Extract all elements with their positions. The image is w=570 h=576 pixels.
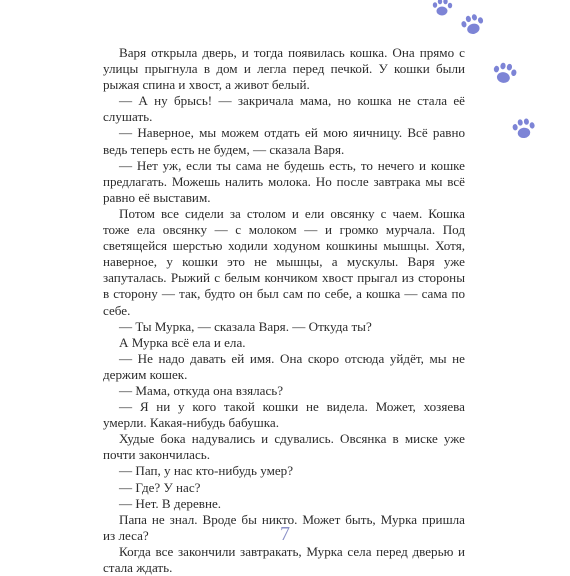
- story-text: [103, 45, 465, 576]
- paragraph: — Нет. В деревне.: [119, 495, 222, 511]
- paragraph: А Мурка всё ела и ела.: [119, 334, 246, 350]
- paragraph: — Я ни у кого такой кошки не видела. Может, хозяева умерли. Какая-нибудь бабушка.: [103, 399, 465, 431]
- paragraph: Варя открыла дверь, и тогда появилась кошка. Она прямо с улицы прыгнула в дом и легла перед печкой. У кошки были рыжая спина и хвост, а живот белый.: [103, 45, 465, 93]
- paragraph: Папа не знал. Вроде бы никто. Может быть, Мурка пришла из леса?: [103, 511, 465, 543]
- paw-print-icon: [431, 0, 453, 18]
- paragraph: — Ты Мурка, — сказала Варя. — Откуда ты?: [119, 318, 372, 334]
- paragraph: — Мама, откуда она взялась?: [119, 382, 284, 398]
- paragraph: Потом все сидели за столом и ели овсянку с чаем. Кошка тоже ела овсянку — с молоком — и громко мурчала. Под светящейся шерстью ходили ходуном кошкины мышцы. Хотя, наверное, у кошки это не мышцы, а мускулы. Варя уже запуталась. Рыжий с белым кончиком хвост прыгал из стороны в сторону — так, будто он был сам по себе, а кошка — сама по себе.: [103, 205, 465, 318]
- page-number: 7: [280, 523, 290, 545]
- paragraph: Худые бока надувались и сдувались. Овсянка в миске уже почти закончилась.: [103, 431, 465, 463]
- paragraph: — Пап, у нас кто-нибудь умер?: [119, 463, 294, 479]
- paw-print-icon: [511, 118, 536, 141]
- paw-print-icon: [491, 62, 517, 86]
- paw-print-icon: [460, 14, 485, 37]
- paragraph: — А ну брысь! — закричала мама, но кошка не стала её слушать.: [103, 93, 465, 125]
- paragraph: — Где? У нас?: [119, 479, 201, 495]
- paragraph: Когда все закончили завтракать, Мурка села перед дверью и стала ждать.: [103, 543, 465, 575]
- paragraph: — Не надо давать ей имя. Она скоро отсюда уйдёт, мы не держим кошек.: [103, 350, 465, 382]
- paragraph: — Нет уж, если ты сама не будешь есть, то нечего и кошке предлагать. Можешь налить молока. Но после завтрака мы всё равно её выставим.: [103, 157, 465, 205]
- paragraph: — Наверное, мы можем отдать ей мою яичницу. Всё равно ведь теперь есть не будем, — сказала Варя.: [103, 125, 465, 157]
